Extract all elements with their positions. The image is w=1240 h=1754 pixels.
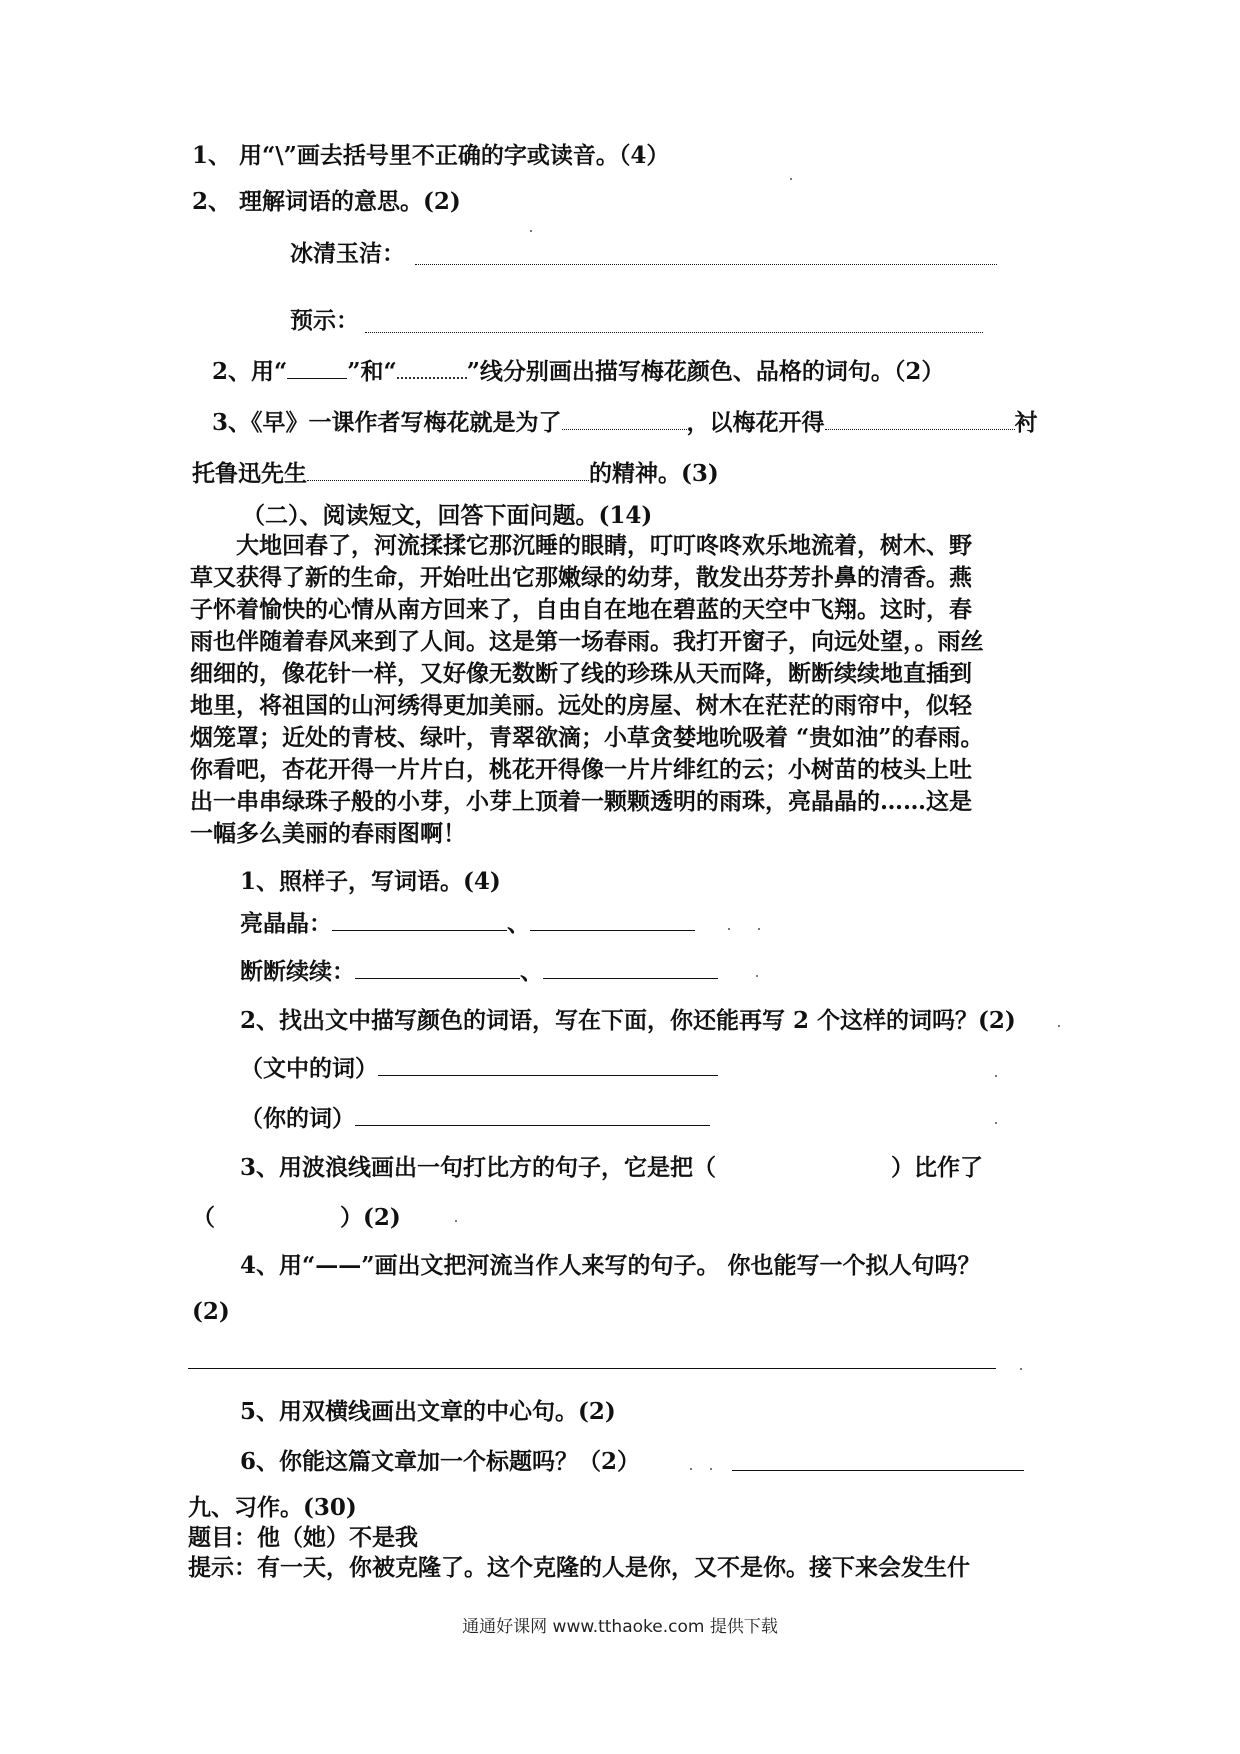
question-text: 的精神。(3)	[589, 460, 719, 487]
reading-q2: 2、找出文中描写颜色的词语，写在下面，你还能再写 2 个这样的词吗？(2)	[240, 1007, 1016, 1034]
reading-q4: 4、用“——”画出文把河流当作人来写的句子。 你也能写一个拟人句吗？	[240, 1252, 981, 1279]
answer-blank	[355, 956, 520, 979]
answer-blank	[355, 1103, 710, 1126]
scan-speck	[728, 928, 730, 930]
composition-title: 题目：他（她）不是我	[188, 1524, 418, 1551]
answer-blank	[543, 956, 718, 979]
question-text: （	[192, 1204, 215, 1231]
scan-speck	[690, 1468, 692, 1470]
answer-blank	[332, 908, 507, 931]
composition-heading: 九、习作。(30)	[188, 1494, 357, 1521]
page-footer: 通通好课网 www.tthaoke.com 提供下载	[462, 1617, 778, 1637]
question-2: 2、 理解词语的意思。(2)	[192, 188, 461, 215]
answer-blank	[307, 458, 589, 481]
reading-q3	[240, 1152, 983, 1184]
answer-blank	[378, 1053, 718, 1076]
question-4-continued	[192, 458, 719, 490]
scan-speck	[995, 1122, 997, 1124]
reading-q3-continued	[192, 1202, 401, 1234]
word-label-1: 冰清玉洁：	[290, 240, 405, 267]
reading-heading: （二）、阅读短文，回答下面问题。(14)	[242, 502, 653, 529]
question-text: 衬	[1014, 409, 1038, 436]
separator: 、	[520, 958, 543, 985]
wavy-line-sample	[397, 355, 467, 379]
word-label: （文中的词）	[240, 1055, 378, 1082]
question-text: 2、用“	[212, 358, 288, 385]
question-1: 1、 用“\”画去括号里不正确的字或读音。（4）	[192, 142, 670, 169]
question-3	[212, 355, 944, 388]
answer-blank	[562, 407, 687, 430]
scan-speck	[455, 1220, 457, 1222]
reading-q1-row1	[240, 908, 695, 940]
scan-speck	[758, 928, 760, 930]
scan-speck	[530, 230, 532, 232]
word-label: （你的词）	[240, 1105, 355, 1132]
answer-line	[365, 332, 983, 333]
passage-line: 细细的，像花针一样，又好像无数断了线的珍珠从天而降，断断续续地直插到	[190, 660, 972, 687]
question-4	[212, 407, 1038, 439]
question-text: ，以梅花开得	[686, 409, 825, 436]
reading-q5: 5、用双横线画出文章的中心句。(2)	[240, 1398, 616, 1425]
question-text: ”线分别画出描写梅花颜色、品格的词句。（2）	[466, 358, 945, 385]
word-label-2: 预示：	[290, 307, 359, 334]
passage-line: 烟笼罩；近处的青枝、绿叶，青翠欲滴；小草贪婪地吮吸着 “贵如油”的春雨。	[190, 724, 984, 751]
reading-q4-score: (2)	[192, 1298, 230, 1325]
question-text: ）比作了	[891, 1154, 984, 1181]
scan-speck	[790, 178, 792, 180]
scan-speck	[1058, 1025, 1060, 1027]
question-text: 3、《早》一课作者写梅花就是为了	[212, 409, 562, 436]
separator: 、	[507, 910, 530, 937]
answer-blank	[530, 908, 695, 931]
question-text: ”和“	[347, 358, 397, 385]
question-text: ）(2)	[340, 1204, 401, 1231]
reading-q2-row1	[240, 1053, 718, 1085]
question-text: 托鲁迅先生	[192, 460, 307, 487]
reading-q2-row2	[240, 1103, 710, 1135]
scan-speck	[756, 975, 758, 977]
reading-passage	[190, 530, 1060, 850]
word-label: 断断续续：	[240, 958, 355, 985]
passage-line: 一幅多么美丽的春雨图啊！	[190, 820, 466, 847]
word-label: 亮晶晶：	[240, 910, 332, 937]
answer-blank	[825, 407, 1015, 430]
passage-line: 草又获得了新的生命，开始吐出它那嫩绿的幼芽，散发出芬芳扑鼻的清香。燕	[190, 564, 972, 591]
composition-hint: 提示：有一天，你被克隆了。这个克隆的人是你，又不是你。接下来会发生什	[188, 1554, 970, 1581]
scan-speck	[710, 1468, 712, 1470]
scan-speck	[995, 1075, 997, 1077]
answer-line	[188, 1368, 996, 1369]
reading-q1-row2	[240, 956, 718, 988]
scan-speck	[1020, 1368, 1022, 1370]
passage-line: 你看吧，杏花开得一片片白，桃花开得像一片片绯红的云；小树苗的枝头上吐	[190, 756, 972, 783]
solid-line-sample	[287, 356, 347, 379]
passage-line: 子怀着愉快的心情从南方回来了，自由自在地在碧蓝的天空中飞翔。这时，春	[190, 596, 972, 623]
passage-line: 雨也伴随着春风来到了人间。这是第一场春雨。我打开窗子，向远处望，。雨丝	[190, 628, 984, 655]
answer-line	[732, 1470, 1024, 1471]
reading-q6: 6、你能这篇文章加一个标题吗？（2）	[240, 1448, 641, 1475]
question-text: 3、用波浪线画出一句打比方的句子，它是把（	[240, 1154, 717, 1181]
reading-q1: 1、照样子，写词语。(4)	[240, 868, 501, 895]
passage-line: 大地回春了，河流揉揉它那沉睡的眼睛，叮叮咚咚欢乐地流着，树木、野	[236, 532, 972, 559]
passage-line: 地里，将祖国的山河绣得更加美丽。远处的房屋、树木在茫茫的雨帘中，似轻	[190, 692, 972, 719]
passage-line: 出一串串绿珠子般的小芽，小芽上顶着一颗颗透明的雨珠，亮晶晶的……这是	[190, 788, 972, 815]
answer-line	[415, 264, 997, 265]
